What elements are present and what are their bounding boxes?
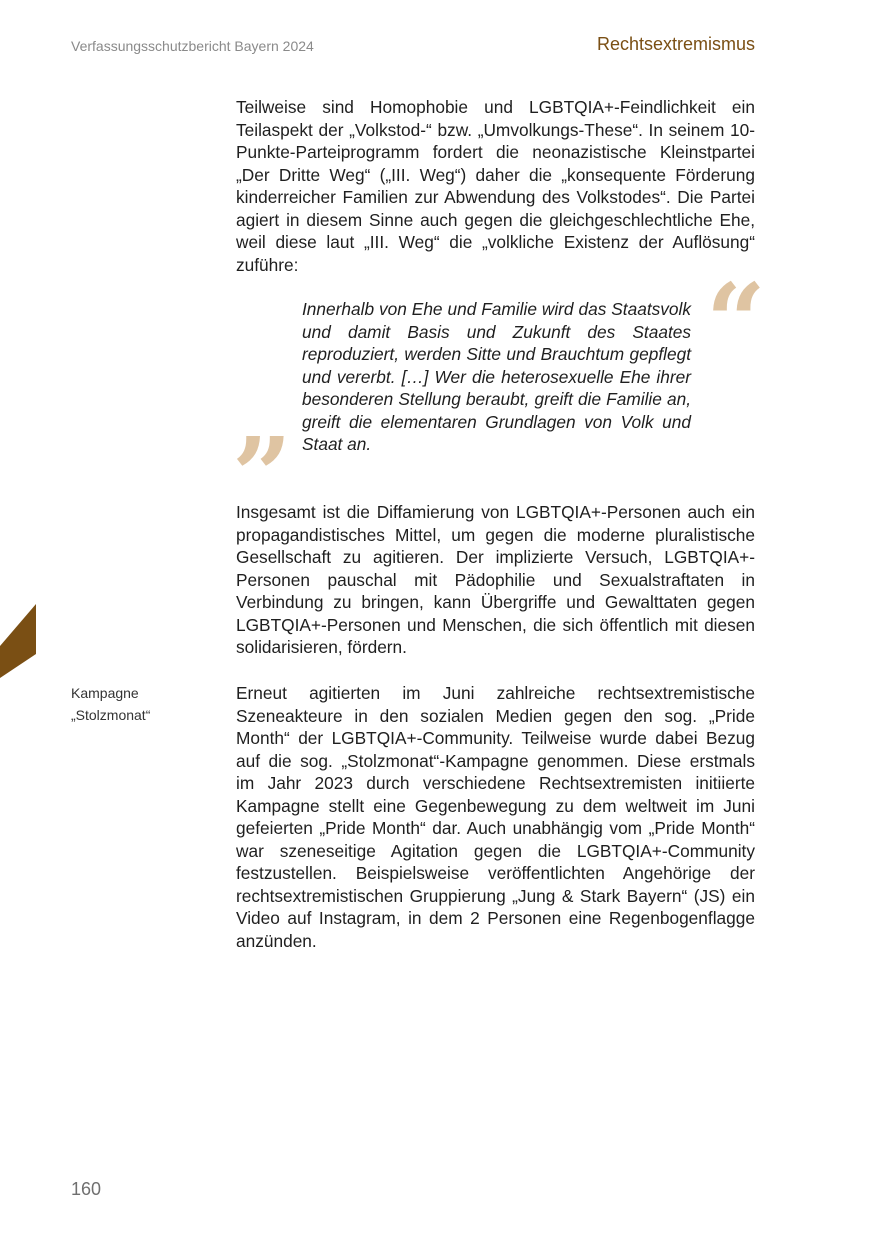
margin-note-line: „Stolzmonat“ [71, 706, 151, 723]
close-quote-icon: ” [232, 414, 292, 537]
chapter-tab-marker [0, 604, 36, 678]
body-paragraph: Teilweise sind Homophobie und LGBTQIA+-Feindlichkeit ein Teilaspekt der „Volkstod-“ bzw. „Umvolkungs-These“. In seinem 10-Punkte-Parteiprogramm fordert die neonazistische Kleinstpartei „Der Dritte Weg“ („III. Weg“) daher die „konsequente Förderung kinderreicher Familien zur Abwendung des Volkstodes“. Die Partei agiert in diesem Sinne auch gegen die gleichgeschlechtliche Ehe, weil diese laut „III. Weg“ die „volkliche Existenz der Auflösung“ zuführe: [236, 97, 755, 275]
publication-title: Verfassungsschutzbericht Bayern 2024 [71, 38, 314, 54]
margin-note-line: Kampagne [71, 685, 139, 701]
section-title: Rechtsextremismus [596, 34, 755, 54]
open-quote-icon: “ [706, 260, 766, 383]
margin-note [71, 683, 150, 726]
body-paragraph: Erneut agitierten im Juni zahlreiche rechtsextremistische Szeneakteure in den sozialen Medien gegen den sog. „Pride Month“ der LGBTQIA+-Community. Teilweise wurde dabei Bezug auf die sog. „Stolzmonat“-Kampagne genommen. Diese erstmals im Jahr 2023 durch verschiedene Rechtsextremisten initiierte Kampagne stellt eine Gegenbewegung zu dem weltweit im Juni gefeierten „Pride Month“ dar. Auch unabhängig vom „Pride Month“ war szeneseitige Agitation gegen die LGBTQIA+-Community festzustellen. Beispielsweise veröffentlichten Angehörige der rechtsextremistischen Gruppierung „Jung & Stark Bayern“ (JS) ein Video auf Instagram, in dem 2 Personen eine Regenbogenflagge anzünden. [236, 683, 755, 951]
body-paragraph: Insgesamt ist die Diffamierung von LGBTQIA+-Personen auch ein propagandistisches Mittel, um gegen die moderne pluralistische Gesellschaft zu agitieren. Der implizierte Versuch, LGBTQIA+-Personen pauschal mit Pädophilie und Sexualstraftaten in Verbindung zu bringen, kann Übergriffe und Gewalttaten gegen LGBTQIA+-Personen und Menschen, die sich öffentlich mit diesen solidarisieren, fördern. [236, 502, 755, 657]
block-quote: Innerhalb von Ehe und Familie wird das Staatsvolk und damit Basis und Zukunft des Staates reproduziert, werden Sitte und Brauchtum gepflegt und vererbt. […] Wer die heterosexuelle Ehe ihrer besonderen Stellung beraubt, greift die Familie an, greift die elementaren Grundlagen von Volk und Staat an. [302, 299, 691, 454]
page-number: 160 [71, 1179, 102, 1199]
